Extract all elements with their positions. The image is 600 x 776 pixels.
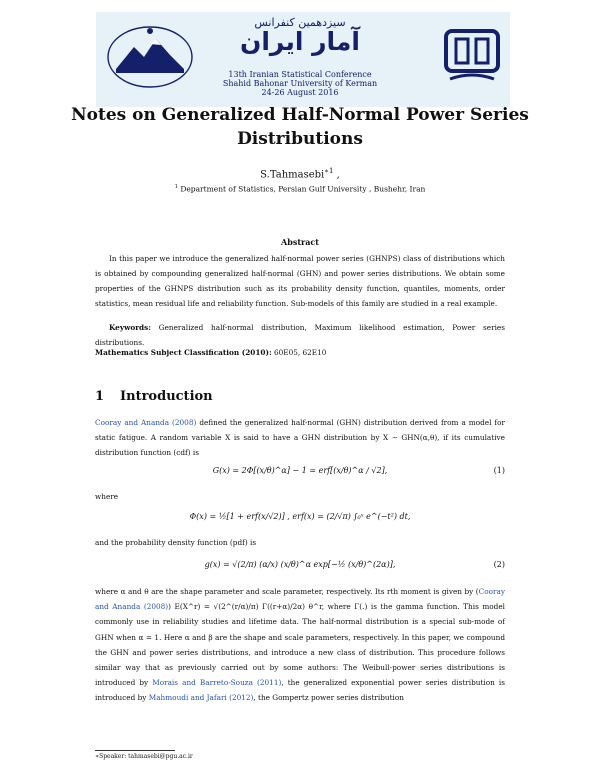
equation-1 <box>95 463 505 485</box>
pdf-intro-text: and the probability density function (pdf) is <box>95 538 257 547</box>
author-marks: ∗1 <box>324 167 334 175</box>
citation-link-cooray-ananda[interactable]: Cooray and Ananda (2008) <box>95 418 197 427</box>
msc-codes: 60E05, 62E10 <box>271 348 327 357</box>
conference-english-name: 13th Iranian Statistical Conference <box>228 70 372 79</box>
citation-link-cooray-ananda-2[interactable]: Cooray and Ananda (2008) <box>95 587 505 612</box>
equation-1-label: (1) <box>493 466 505 475</box>
keywords-text: Generalized half-normal distribution, Maximum likelihood estimation, Power series distributions. <box>95 323 505 347</box>
affiliation-number: 1 <box>174 184 178 190</box>
keywords-label: Keywords: <box>109 323 151 332</box>
paper-title-line-2: Distributions <box>237 129 363 149</box>
author-line <box>0 167 600 180</box>
citation-link-morais-barreto-souza[interactable]: Morais and Barreto-Souza (2011) <box>152 678 282 688</box>
abstract-body <box>95 251 505 311</box>
where-label: where <box>95 492 119 501</box>
intro-paragraph-2-part-b: ) E(X^r) = √(2^(r/α)/π) Γ((r+α)/2α) θ^r, where Γ(.) is the gamma function. This model commonly use in reliability studies and lifetime data. The half-normal distribution is a special sub-mode of GHN when α = 1. Here α and β are the shape and scale parameters, respectively. In this paper, we compound the GHN and power series distributions, and introduce a new class of distribution. This procedure follows similar way that as previously carried out by some authors: The Weibull-power series distributions is introduced by <box>95 602 505 688</box>
msc-label: Mathematics Subject Classification (2010): <box>95 348 272 357</box>
equation-1-body: G(x) = 2Φ[(x/θ)^α] − 1 = erf[(x/θ)^α / √2], <box>212 466 388 475</box>
affiliation <box>0 184 600 194</box>
footnote-speaker-email: ∗Speaker: tahmasebi@pgu.ac.ir <box>95 753 193 760</box>
conference-persian-subtitle: سیزدهمین کنفرانس <box>254 16 346 29</box>
equation-2-label: (2) <box>493 560 505 569</box>
conference-dates: 24-26 August 2016 <box>261 88 339 97</box>
equation-phi-erf-body: Φ(x) = ½[1 + erf(x/√2)] , erf(x) = (2/√π) ∫₀ˣ e^(−t²) dt, <box>189 512 411 521</box>
equation-2 <box>95 557 505 579</box>
author-name: S.Tahmasebi <box>260 169 325 181</box>
msc-classification <box>95 347 505 359</box>
intro-paragraph-2-part-a: where α and θ are the shape parameter and scale parameter, respectively. Its rth moment is given by ( <box>95 587 479 596</box>
footnote-rule <box>95 750 175 751</box>
author-tail: , <box>333 169 340 181</box>
citation-link-mahmoudi-jafari[interactable]: Mahmoudi and Jafari (2012) <box>148 693 254 703</box>
section-number: 1 <box>95 389 105 404</box>
intro-paragraph-2-part-d: , the Gompertz power series distribution <box>253 693 404 703</box>
abstract-heading: Abstract <box>281 237 319 247</box>
equation-phi-erf <box>95 509 505 531</box>
section-title: Introduction <box>120 389 213 404</box>
intro-paragraph-2-part-c: , the generalized exponential power series distribution is introduced by <box>95 678 505 703</box>
paper-title-line-1: Notes on Generalized Half-Normal Power Series <box>71 105 529 125</box>
intro-paragraph-1-text: defined the generalized half-normal (GHN) distribution derived from a model for static fatigue. A random variable X is said to have a GHN distribution by X ∼ GHN(α,θ), if its cumulative distribution function (cdf) is <box>95 418 505 458</box>
affiliation-text: Department of Statistics, Persian Gulf University , Bushehr, Iran <box>177 184 426 194</box>
equation-2-body: g(x) = √(2/π) (α/x) (x/θ)^α exp[−½ (x/θ)^(2α)], <box>204 560 396 569</box>
keywords <box>95 320 505 350</box>
intro-paragraph-2 <box>95 584 505 706</box>
conference-host-university: Shahid Bahonar University of Kerman <box>222 79 378 88</box>
section-heading <box>95 389 213 404</box>
abstract-paragraph: In this paper we introduce the generalized half-normal power series (GHNPS) class of distributions which is obtained by compounding generalized half-normal (GHN) and power series distributions. We obtain some properties of the GHNPS distribution such as its probability density function, quantiles, moments, order statistics, mean residual life and reliability function. Sub-models of this family are studied in a real example. <box>95 254 505 308</box>
intro-paragraph-1 <box>95 415 505 461</box>
conference-persian-title: آمار ایران <box>240 27 360 56</box>
